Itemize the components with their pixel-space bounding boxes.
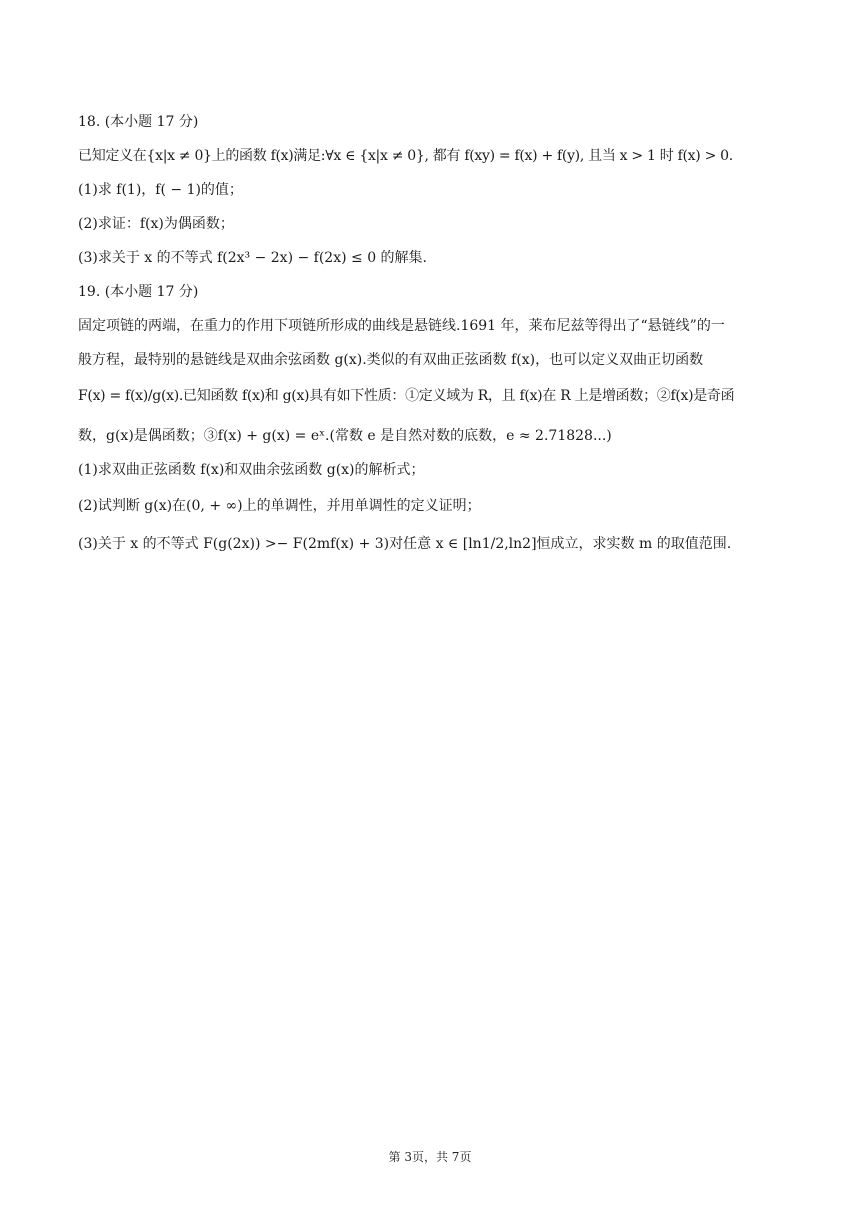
page-footer: 第 3页，共 7页 bbox=[388, 1150, 472, 1164]
problem-18-question-2: (2)求证：f(x)为偶函数； bbox=[78, 216, 234, 232]
problem-19-text-line-3: F(x) = f(x)/g(x).已知函数 f(x)和 g(x)具有如下性质：①定义域为 R，且 f(x)在 R 上是增函数；②f(x)是奇函 bbox=[78, 388, 735, 404]
problem-18-question-3: (3)求关于 x 的不等式 f(2x³ − 2x) − f(2x) ≤ 0 的解集. bbox=[78, 250, 428, 266]
problem-19-text-line-4: 数，g(x)是偶函数；③f(x) + g(x) = eˣ.(常数 e 是自然对数的底数，e ≈ 2.71828...) bbox=[78, 428, 612, 444]
problem-19-text-line-2: 般方程，最特别的悬链线是双曲余弦函数 g(x).类似的有双曲正弦函数 f(x)，也可以定义双曲正切函数 bbox=[78, 352, 704, 368]
problem-19-header: 19. (本小题 17 分) bbox=[78, 284, 199, 300]
problem-19-question-2: (2)试判断 g(x)在(0, + ∞)上的单调性，并用单调性的定义证明； bbox=[78, 498, 481, 514]
problem-18-question-1: (1)求 f(1)，f( − 1)的值； bbox=[78, 182, 243, 198]
problem-19-text-line-1: 固定项链的两端，在重力的作用下项链所形成的曲线是悬链线.1691 年，莱布尼兹等得出了“悬链线”的一 bbox=[78, 318, 725, 334]
problem-18-header: 18. (本小题 17 分) bbox=[78, 114, 199, 130]
problem-19-question-3: (3)关于 x 的不等式 F(g(2x)) >− F(2mf(x) + 3)对任意 x ∈ [ln1/2,ln2]恒成立，求实数 m 的取值范围. bbox=[78, 536, 732, 552]
problem-18-statement: 已知定义在{x|x ≠ 0}上的函数 f(x)满足:∀x ∈ {x|x ≠ 0}, 都有 f(xy) = f(x) + f(y), 且当 x > 1 时 f(x) > 0. bbox=[78, 148, 733, 164]
problem-19-question-1: (1)求双曲正弦函数 f(x)和双曲余弦函数 g(x)的解析式； bbox=[78, 462, 425, 478]
